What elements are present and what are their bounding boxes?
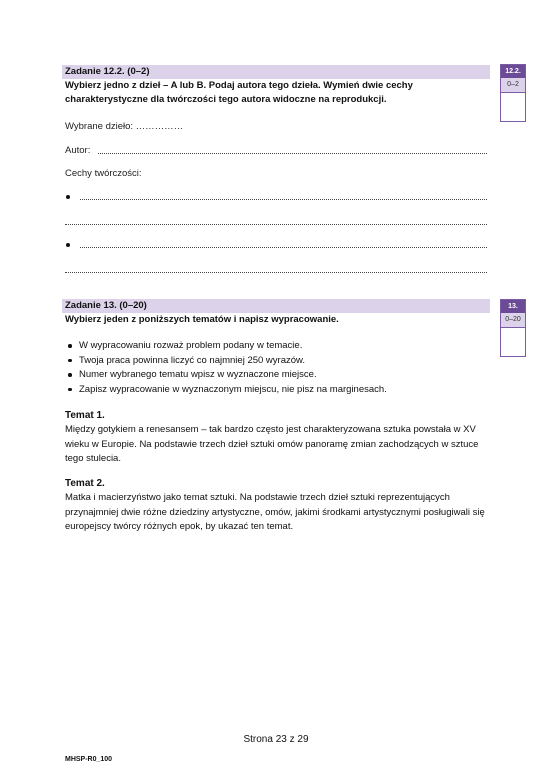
score-box-number: 13.	[501, 300, 525, 313]
author-answer-line[interactable]	[98, 143, 487, 154]
task-13-instruction: Wybierz jeden z poniższych tematów i napisz wypracowanie.	[65, 314, 339, 325]
feature-1-answer-line[interactable]	[80, 189, 487, 200]
feature-2-answer-line[interactable]	[80, 237, 487, 248]
score-box-points: 0–20	[501, 313, 525, 328]
task-13-header: Zadanie 13. (0–20)	[62, 299, 490, 313]
topic-2-text: Matka i macierzyństwo jako temat sztuki. Na podstawie trzech dzieł sztuki reprezentujących przynajmniej dwie różne dziedziny artystyczne, omów, jakimi środkami artystycznymi posługiwali się europejscy twórcy różnych epok, by ukazać ten temat.	[65, 492, 485, 532]
chosen-work-label: Wybrane dzieło: ……………	[65, 121, 184, 132]
feature-1-bullet	[66, 195, 70, 199]
page-number: Strona 23 z 29	[243, 734, 309, 745]
rule-item: Twoja praca powinna liczyć co najmniej 250 wyrazów.	[65, 354, 387, 369]
rule-item: Zapisz wypracowanie w wyznaczonym miejscu, nie pisz na marginesach.	[65, 383, 387, 398]
score-box-12-2	[500, 64, 526, 122]
topic-2-title: Temat 2.	[65, 478, 105, 489]
score-box-number: 12.2.	[501, 65, 525, 78]
feature-2-answer-line-2[interactable]	[65, 262, 487, 273]
document-code: MHSP-R0_100	[65, 756, 113, 763]
feature-2-bullet	[66, 243, 70, 247]
topic-1-title: Temat 1.	[65, 410, 105, 421]
rule-item: W wypracowaniu rozważ problem podany w temacie.	[65, 339, 387, 354]
author-label: Autor:	[65, 145, 91, 156]
topic-1-text: Między gotykiem a renesansem – tak bardzo często jest charakteryzowana sztuka powstała w XV wieku w Europie. Na podstawie trzech dzieł sztuki omów panoramę zmian zachodzących w sztuce tego stulecia.	[65, 424, 479, 464]
rule-item: Numer wybranego tematu wpisz w wyznaczone miejsce.	[65, 368, 387, 383]
essay-rules-list	[65, 339, 387, 397]
feature-1-answer-line-2[interactable]	[65, 214, 487, 225]
score-box-blank	[501, 328, 525, 356]
score-box-points: 0–2	[501, 78, 525, 93]
features-label: Cechy twórczości:	[65, 168, 142, 179]
score-box-blank	[501, 93, 525, 121]
task-12-2-instruction: Wybierz jedno z dzieł – A lub B. Podaj autora tego dzieła. Wymień dwie cechy charakterystyczne dla twórczości tego autora widoczne na reprodukcji.	[65, 80, 413, 105]
task-12-2-header: Zadanie 12.2. (0–2)	[62, 65, 490, 79]
score-box-13	[500, 299, 526, 357]
